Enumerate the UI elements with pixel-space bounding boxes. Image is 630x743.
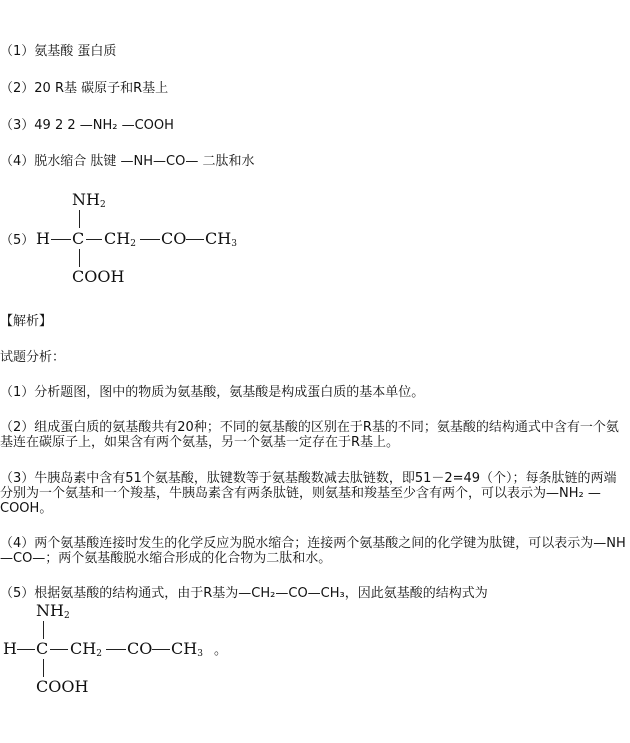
formula2-co: CO <box>127 639 153 658</box>
formula-co: CO <box>161 229 187 248</box>
formula-cooh: COOH <box>72 267 125 286</box>
analysis-header: 【解析】 <box>0 314 53 329</box>
formula2-cooh: COOH <box>36 677 89 696</box>
formula-ch3: $CH_3$ <box>205 229 237 249</box>
answer-4: （4）脱水缩合 肽键 —NH—CO— 二肽和水 <box>0 154 255 169</box>
formula-h: H <box>36 229 50 248</box>
formula-ch2: $CH_2$ <box>104 229 136 249</box>
formula2-end-mark: 。 <box>214 643 228 658</box>
analysis-p5: （5）根据氨基酸的结构通式，由于R基为—CH₂—CO—CH₃，因此氨基酸的结构式为 <box>0 586 488 601</box>
formula-c: C <box>72 229 85 248</box>
formula2-ch3: $CH_3$ <box>171 639 203 659</box>
bond2-c-ch2 <box>50 649 68 650</box>
formula2-c: C <box>36 639 49 658</box>
bond2-vertical-top <box>43 621 44 639</box>
formula-nh2: $NH_2$ <box>72 190 106 210</box>
analysis-p4: （4）两个氨基酸连接时发生的化学反应为脱水缩合；连接两个氨基酸之间的化学键为肽键，可以表示为—NH—CO—；两个氨基酸脱水缩合形成的化合物为二肽和水。 <box>0 536 626 566</box>
answer-3: （3）49 2 2 —NH₂ —COOH <box>0 118 174 133</box>
analysis-intro: 试题分析： <box>0 350 66 365</box>
analysis-p1: （1）分析题图，图中的物质为氨基酸，氨基酸是构成蛋白质的基本单位。 <box>0 385 425 400</box>
bond2-vertical-bottom <box>43 659 44 677</box>
bond2-co-ch3 <box>152 649 170 650</box>
analysis-p2: （2）组成蛋白质的氨基酸共有20种；不同的氨基酸的区别在于R基的不同；氨基酸的结构通式中含有一个氨基连在碳原子上，如果含有两个氨基，另一个氨基一定存在于R基上。 <box>0 420 619 450</box>
formula2-nh2: $NH_2$ <box>36 601 70 621</box>
formula2-h: H <box>3 639 17 658</box>
analysis-p3: （3）牛胰岛素中含有51个氨基酸，肽键数等于氨基酸数减去肽链数，即51－2=49（个）；每条肽链的两端分别为一个氨基和一个羧基，牛胰岛素含有两条肽链，则氨基和羧基至少含有两个，可以表示为—NH₂ —COOH。 <box>0 471 617 516</box>
bond2-h-c <box>17 649 35 650</box>
formula2-ch2: $CH_2$ <box>70 639 102 659</box>
answer-2: （2）20 R基 碳原子和R基上 <box>0 81 169 96</box>
answer-5-label: （5） <box>0 233 35 248</box>
answer-1: （1）氨基酸 蛋白质 <box>0 44 117 59</box>
bond2-ch2-co <box>106 649 126 650</box>
